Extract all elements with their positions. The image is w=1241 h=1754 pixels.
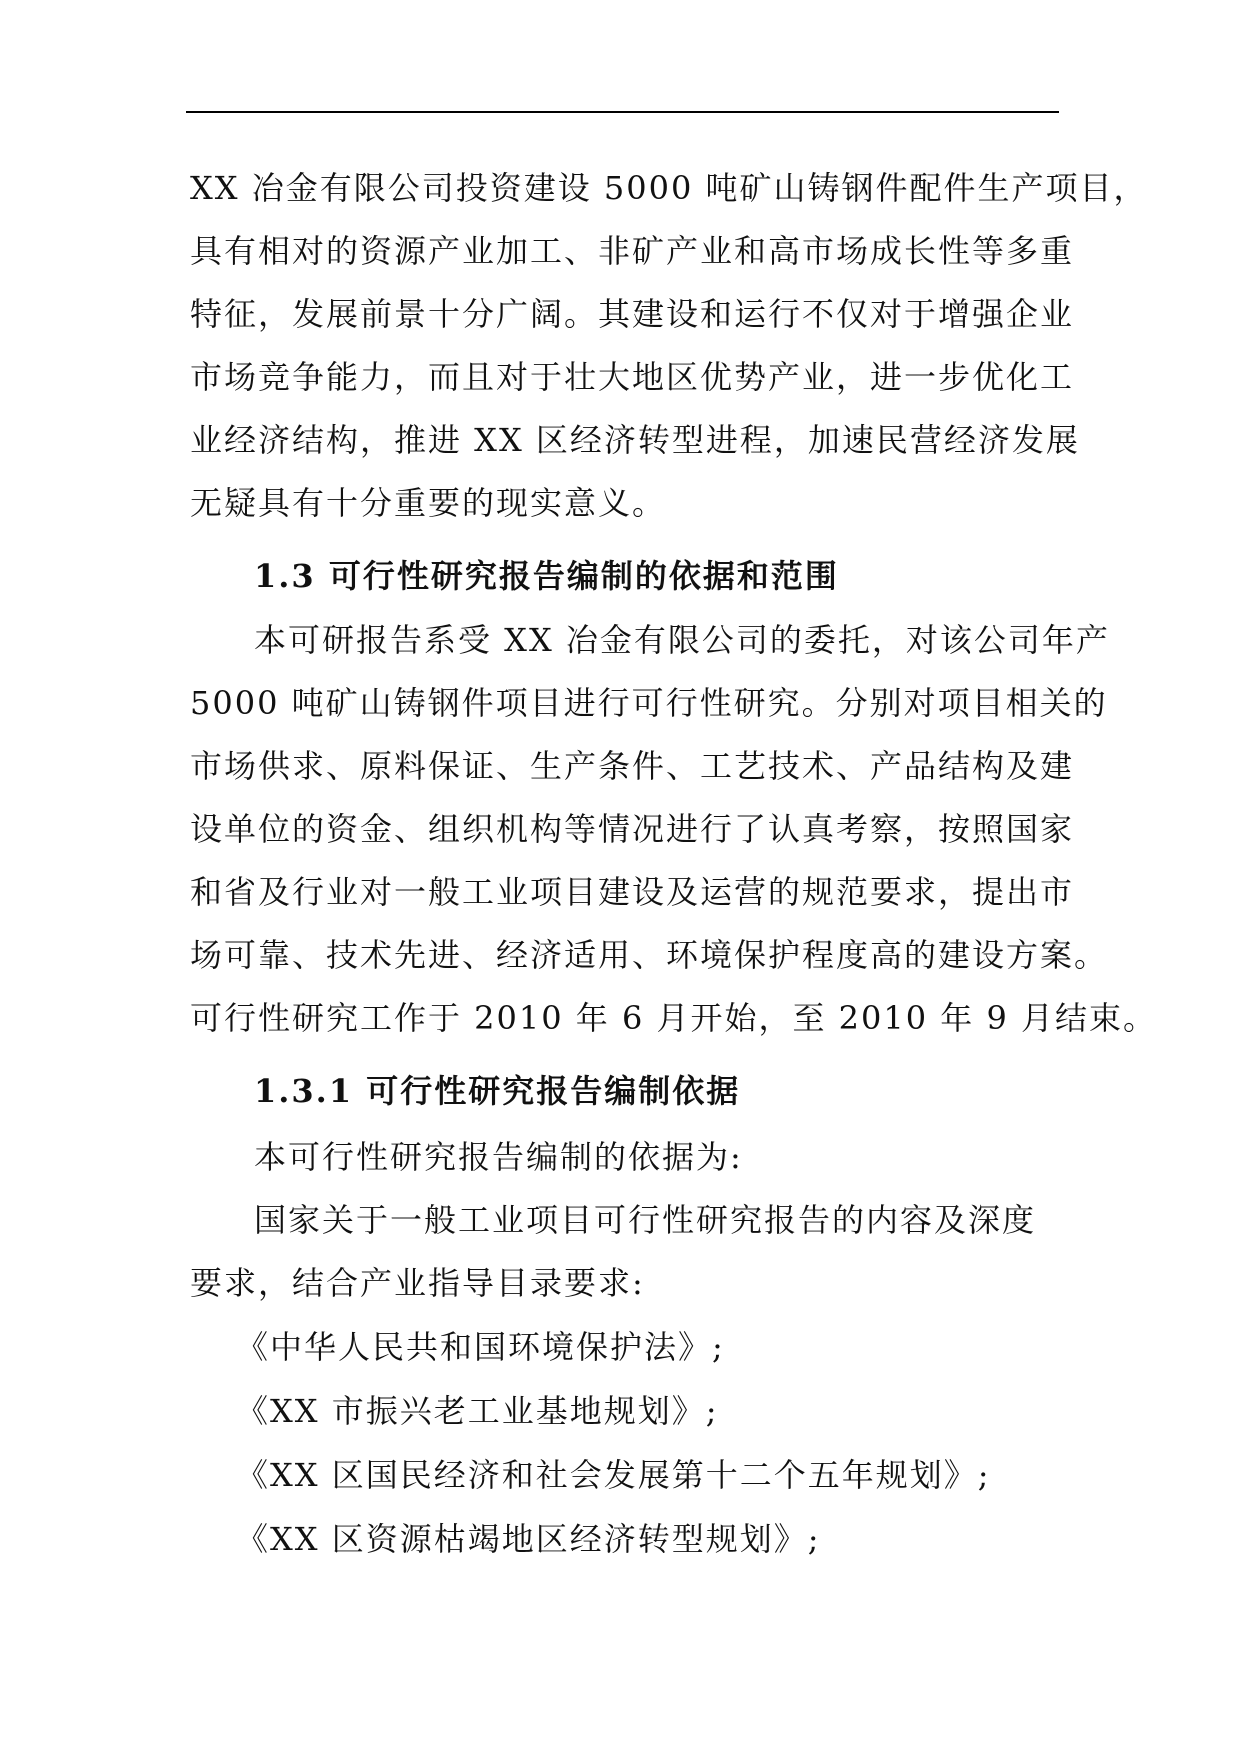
- paragraph-4-line-1: 国家关于一般工业项目可行性研究报告的内容及深度: [254, 1201, 1037, 1239]
- paragraph-2-line-5: 和省及行业对一般工业项目建设及运营的规范要求，提出市: [190, 873, 1075, 911]
- section-heading-1-3-1: 1.3.1 可行性研究报告编制依据: [254, 1072, 741, 1110]
- reference-item: 《XX 区资源枯竭地区经济转型规划》;: [236, 1520, 821, 1558]
- paragraph-2-line-1: 本可研报告系受 XX 冶金有限公司的委托，对该公司年产: [254, 621, 1110, 659]
- reference-item: 《中华人民共和国环境保护法》;: [236, 1328, 725, 1366]
- paragraph-1-line-6: 无疑具有十分重要的现实意义。: [190, 484, 667, 522]
- paragraph-2-line-4: 设单位的资金、组织机构等情况进行了认真考察，按照国家: [190, 810, 1075, 848]
- paragraph-2-line-7: 可行性研究工作于 2010 年 6 月开始，至 2010 年 9 月结束。: [190, 999, 1157, 1037]
- reference-item: 《XX 市振兴老工业基地规划》;: [236, 1392, 719, 1430]
- header-rule: [186, 111, 1059, 113]
- paragraph-1-line-4: 市场竞争能力，而且对于壮大地区优势产业，进一步优化工: [190, 358, 1075, 396]
- paragraph-1-line-2: 具有相对的资源产业加工、非矿产业和高市场成长性等多重: [190, 232, 1075, 270]
- paragraph-2-line-2: 5000 吨矿山铸钢件项目进行可行性研究。分别对项目相关的: [190, 684, 1108, 722]
- reference-item: 《XX 区国民经济和社会发展第十二个五年规划》;: [236, 1456, 991, 1494]
- paragraph-1-line-5: 业经济结构，推进 XX 区经济转型进程，加速民营经济发展: [190, 421, 1080, 459]
- paragraph-2-line-3: 市场供求、原料保证、生产条件、工艺技术、产品结构及建: [190, 747, 1075, 785]
- paragraph-1-line-3: 特征，发展前景十分广阔。其建设和运行不仅对于增强企业: [190, 295, 1075, 333]
- paragraph-1-line-1: XX 冶金有限公司投资建设 5000 吨矿山铸钢件配件生产项目，: [190, 169, 1148, 207]
- section-heading-1-3: 1.3 可行性研究报告编制的依据和范围: [254, 557, 839, 595]
- paragraph-3: 本可行性研究报告编制的依据为:: [254, 1138, 743, 1176]
- paragraph-4-line-2: 要求，结合产业指导目录要求:: [190, 1264, 645, 1302]
- paragraph-2-line-6: 场可靠、技术先进、经济适用、环境保护程度高的建设方案。: [190, 936, 1109, 974]
